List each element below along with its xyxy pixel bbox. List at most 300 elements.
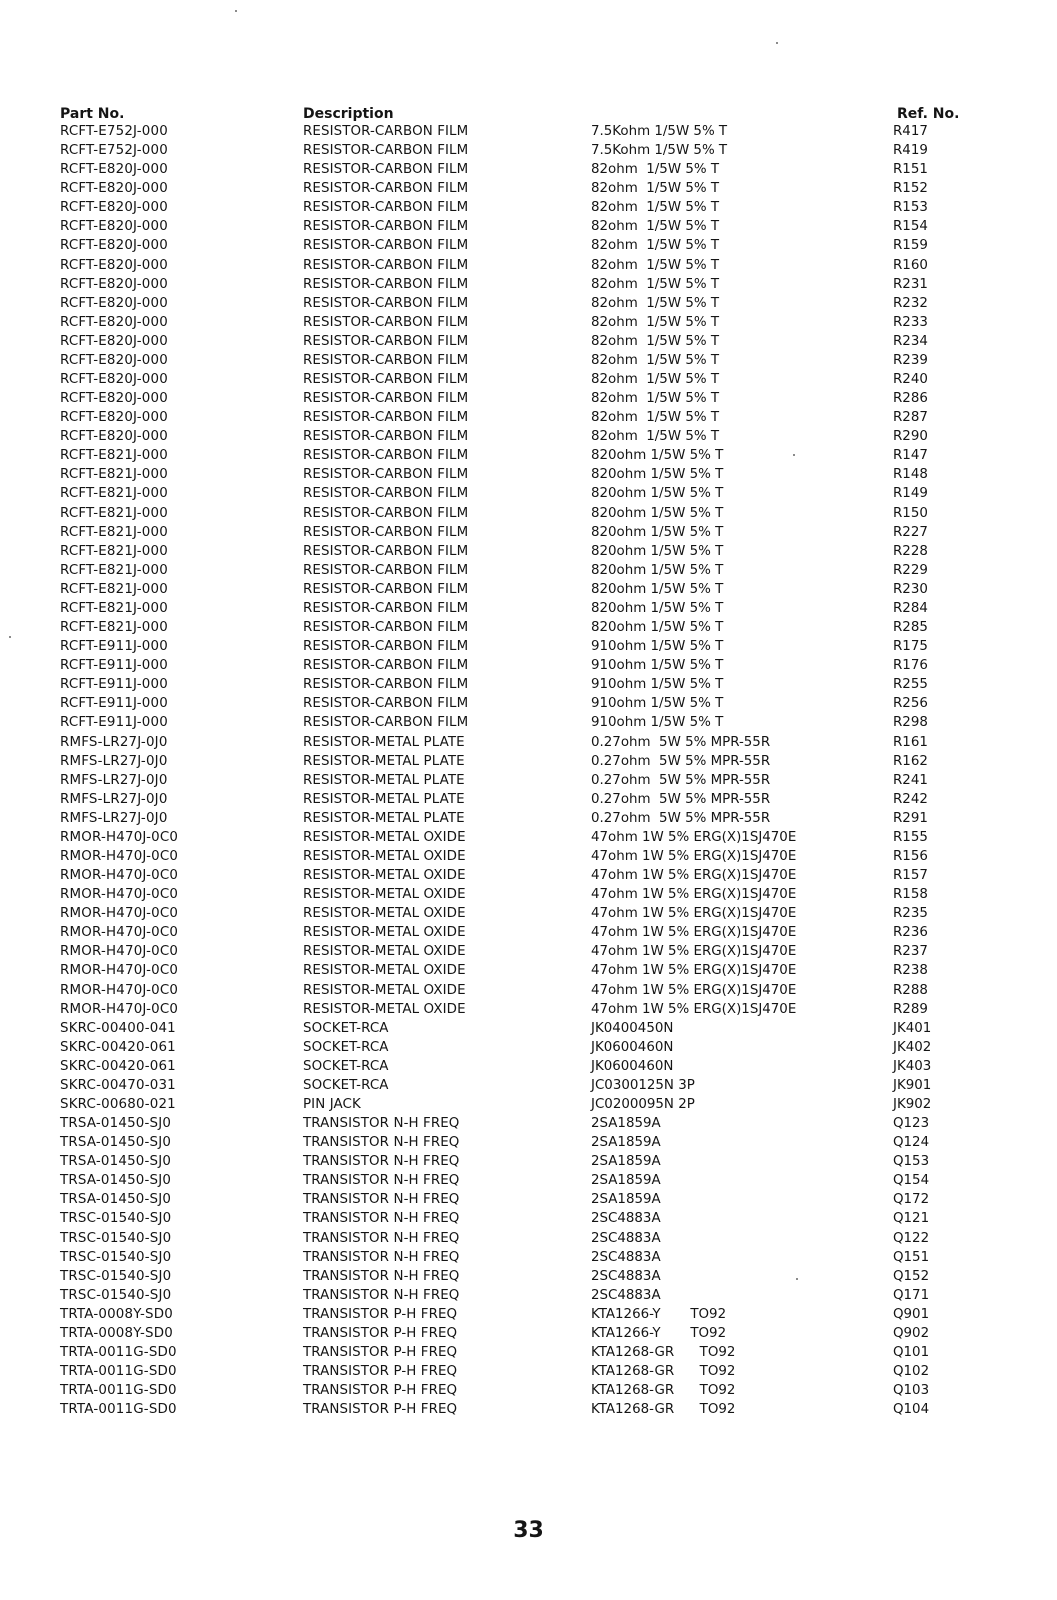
specification-cell: JK0400450N xyxy=(591,1020,674,1036)
specification-cell: 0.27ohm 5W 5% MPR-55R xyxy=(591,753,771,769)
part-number-cell: RMOR-H470J-0C0 xyxy=(60,982,179,998)
specification-cell: 47ohm 1W 5% ERG(X)1SJ470E xyxy=(591,944,797,960)
part-number-cell: RCFT-E820J-000 xyxy=(60,391,168,407)
part-number-cell: TRSC-01540-SJ0 xyxy=(60,1287,172,1303)
table-row xyxy=(0,1190,1057,1209)
specification-cell: 82ohm 1/5W 5% T xyxy=(591,295,720,311)
description-cell: RESISTOR-CARBON FILM xyxy=(303,352,469,368)
specification-cell: 82ohm 1/5W 5% T xyxy=(591,181,720,197)
description-cell: RESISTOR-CARBON FILM xyxy=(303,448,469,464)
description-cell: SOCKET-RCA xyxy=(303,1039,389,1055)
description-cell: RESISTOR-METAL OXIDE xyxy=(303,944,466,960)
ref-number-cell: R238 xyxy=(893,963,928,979)
description-cell: TRANSISTOR P-H FREQ xyxy=(303,1383,458,1399)
specification-cell: 820ohm 1/5W 5% T xyxy=(591,562,724,578)
part-number-cell: RMFS-LR27J-0J0 xyxy=(60,772,168,788)
table-row xyxy=(0,618,1057,637)
specification-cell: 820ohm 1/5W 5% T xyxy=(591,486,724,502)
ref-number-cell: R152 xyxy=(893,181,928,197)
specification-cell: 820ohm 1/5W 5% T xyxy=(591,448,724,464)
table-row xyxy=(0,752,1057,771)
ref-number-cell: R158 xyxy=(893,887,928,903)
description-cell: TRANSISTOR P-H FREQ xyxy=(303,1364,458,1380)
ref-number-cell: R227 xyxy=(893,524,928,540)
description-cell: TRANSISTOR N-H FREQ xyxy=(303,1249,460,1265)
description-cell: RESISTOR-CARBON FILM xyxy=(303,181,469,197)
description-cell: RESISTOR-CARBON FILM xyxy=(303,486,469,502)
ref-number-cell: Q154 xyxy=(893,1173,930,1189)
ref-number-cell: R235 xyxy=(893,906,928,922)
ref-number-cell: R156 xyxy=(893,848,928,864)
part-number-cell: RCFT-E820J-000 xyxy=(60,314,168,330)
ref-number-cell: R157 xyxy=(893,868,928,884)
description-cell: RESISTOR-METAL OXIDE xyxy=(303,906,466,922)
description-cell: RESISTOR-CARBON FILM xyxy=(303,276,469,292)
description-cell: TRANSISTOR N-H FREQ xyxy=(303,1116,460,1132)
table-row xyxy=(0,1209,1057,1228)
table-row xyxy=(0,733,1057,752)
ref-number-cell: JK901 xyxy=(893,1077,932,1093)
part-number-cell: TRSA-01450-SJ0 xyxy=(60,1192,172,1208)
part-number-cell: RCFT-E820J-000 xyxy=(60,200,168,216)
part-number-cell: RCFT-E911J-000 xyxy=(60,639,168,655)
specification-cell: KTA1268-GR TO92 xyxy=(591,1345,736,1360)
description-cell: RESISTOR-CARBON FILM xyxy=(303,200,469,216)
part-number-cell: RCFT-E821J-000 xyxy=(60,562,168,578)
table-row xyxy=(0,942,1057,961)
specification-cell: 910ohm 1/5W 5% T xyxy=(591,658,724,674)
ref-number-cell: R175 xyxy=(893,639,928,655)
scan-speck xyxy=(793,454,795,456)
part-number-cell: TRTA-0011G-SD0 xyxy=(60,1402,177,1418)
table-row xyxy=(0,275,1057,294)
table-row xyxy=(0,847,1057,866)
ref-number-cell: R160 xyxy=(893,257,928,273)
description-cell: RESISTOR-METAL OXIDE xyxy=(303,887,466,903)
part-number-cell: RCFT-E821J-000 xyxy=(60,467,168,483)
specification-cell: 47ohm 1W 5% ERG(X)1SJ470E xyxy=(591,868,797,884)
table-row xyxy=(0,1324,1057,1343)
description-cell: RESISTOR-METAL OXIDE xyxy=(303,848,466,864)
description-cell: TRANSISTOR P-H FREQ xyxy=(303,1306,458,1322)
ref-number-cell: Q902 xyxy=(893,1325,930,1341)
description-cell: TRANSISTOR N-H FREQ xyxy=(303,1211,460,1227)
ref-number-cell: R237 xyxy=(893,944,928,960)
part-number-cell: RCFT-E820J-000 xyxy=(60,181,168,197)
specification-cell: 2SA1859A xyxy=(591,1192,661,1208)
part-number-cell: RCFT-E820J-000 xyxy=(60,257,168,273)
part-number-cell: RCFT-E820J-000 xyxy=(60,410,168,426)
part-number-cell: RCFT-E821J-000 xyxy=(60,505,168,521)
table-row xyxy=(0,141,1057,160)
specification-cell: 910ohm 1/5W 5% T xyxy=(591,696,724,712)
ref-number-cell: R161 xyxy=(893,734,928,750)
part-number-cell: TRTA-0008Y-SD0 xyxy=(60,1325,173,1341)
ref-number-cell: R147 xyxy=(893,448,928,464)
part-number-cell: RCFT-E821J-000 xyxy=(60,581,168,597)
ref-number-cell: R151 xyxy=(893,162,928,178)
ref-number-cell: R229 xyxy=(893,562,928,578)
table-row xyxy=(0,446,1057,465)
description-cell: RESISTOR-CARBON FILM xyxy=(303,677,469,693)
ref-number-cell: R291 xyxy=(893,810,928,826)
table-row xyxy=(0,1229,1057,1248)
ref-number-cell: R231 xyxy=(893,276,928,292)
specification-cell: 82ohm 1/5W 5% T xyxy=(591,276,720,292)
table-row xyxy=(0,809,1057,828)
description-cell: RESISTOR-CARBON FILM xyxy=(303,124,469,139)
specification-cell: 82ohm 1/5W 5% T xyxy=(591,219,720,235)
part-number-cell: SKRC-00420-061 xyxy=(60,1058,176,1074)
specification-cell: 47ohm 1W 5% ERG(X)1SJ470E xyxy=(591,963,797,979)
ref-number-cell: R255 xyxy=(893,677,928,693)
table-row xyxy=(0,1267,1057,1286)
description-cell: RESISTOR-CARBON FILM xyxy=(303,314,469,330)
part-number-cell: RCFT-E821J-000 xyxy=(60,486,168,502)
part-number-cell: RCFT-E820J-000 xyxy=(60,429,168,445)
ref-number-cell: R230 xyxy=(893,581,928,597)
description-cell: RESISTOR-CARBON FILM xyxy=(303,467,469,483)
specification-cell: 910ohm 1/5W 5% T xyxy=(591,715,724,731)
table-row xyxy=(0,1362,1057,1381)
table-row xyxy=(0,465,1057,484)
description-cell: TRANSISTOR N-H FREQ xyxy=(303,1192,460,1208)
specification-cell: 82ohm 1/5W 5% T xyxy=(591,238,720,254)
specification-cell: KTA1266-Y TO92 xyxy=(591,1325,727,1341)
specification-cell: 82ohm 1/5W 5% T xyxy=(591,314,720,330)
table-row xyxy=(0,599,1057,618)
ref-number-cell: R241 xyxy=(893,772,928,788)
specification-cell: 0.27ohm 5W 5% MPR-55R xyxy=(591,791,771,807)
description-cell: RESISTOR-METAL OXIDE xyxy=(303,829,466,845)
specification-cell: JK0600460N xyxy=(591,1039,674,1055)
description-cell: TRANSISTOR P-H FREQ xyxy=(303,1402,458,1418)
part-number-cell: RCFT-E820J-000 xyxy=(60,219,168,235)
table-row xyxy=(0,1381,1057,1400)
description-cell: RESISTOR-CARBON FILM xyxy=(303,295,469,311)
ref-number-cell: JK401 xyxy=(893,1020,932,1036)
table-row xyxy=(0,828,1057,847)
table-row xyxy=(0,675,1057,694)
description-cell: RESISTOR-CARBON FILM xyxy=(303,505,469,521)
specification-cell: 820ohm 1/5W 5% T xyxy=(591,524,724,540)
table-row xyxy=(0,1343,1057,1362)
table-row xyxy=(0,866,1057,885)
specification-cell: 820ohm 1/5W 5% T xyxy=(591,505,724,521)
part-number-cell: TRSC-01540-SJ0 xyxy=(60,1211,172,1227)
ref-number-cell: Q123 xyxy=(893,1116,930,1132)
ref-number-cell: R288 xyxy=(893,982,928,998)
description-cell: RESISTOR-CARBON FILM xyxy=(303,620,469,636)
part-number-cell: RMFS-LR27J-0J0 xyxy=(60,734,168,750)
scan-speck xyxy=(796,1278,798,1280)
description-cell: SOCKET-RCA xyxy=(303,1077,389,1093)
table-row xyxy=(0,713,1057,732)
ref-number-cell: Q171 xyxy=(893,1287,930,1303)
table-row xyxy=(0,236,1057,255)
table-row xyxy=(0,408,1057,427)
description-cell: SOCKET-RCA xyxy=(303,1020,389,1036)
description-cell: RESISTOR-CARBON FILM xyxy=(303,238,469,254)
table-row xyxy=(0,523,1057,542)
table-row xyxy=(0,1248,1057,1267)
description-cell: RESISTOR-CARBON FILM xyxy=(303,429,469,445)
table-row xyxy=(0,484,1057,503)
specification-cell: 0.27ohm 5W 5% MPR-55R xyxy=(591,772,771,788)
part-number-cell: RCFT-E820J-000 xyxy=(60,276,168,292)
table-row xyxy=(0,904,1057,923)
part-number-cell: RCFT-E821J-000 xyxy=(60,543,168,559)
part-number-cell: TRSA-01450-SJ0 xyxy=(60,1173,172,1189)
ref-number-cell: R239 xyxy=(893,352,928,368)
ref-number-cell: R287 xyxy=(893,410,928,426)
specification-cell: JC0300125N 3P xyxy=(591,1077,695,1093)
part-number-cell: RCFT-E820J-000 xyxy=(60,162,168,178)
ref-number-cell: Q151 xyxy=(893,1249,930,1265)
specification-cell: 820ohm 1/5W 5% T xyxy=(591,600,724,616)
specification-cell: KTA1268-GR TO92 xyxy=(591,1402,736,1418)
ref-number-cell: R240 xyxy=(893,372,928,388)
specification-cell: 0.27ohm 5W 5% MPR-55R xyxy=(591,810,771,826)
ref-number-cell: R232 xyxy=(893,295,928,311)
part-number-cell: RMFS-LR27J-0J0 xyxy=(60,810,168,826)
part-number-cell: RCFT-E752J-000 xyxy=(60,124,168,139)
part-number-cell: RMFS-LR27J-0J0 xyxy=(60,791,168,807)
description-cell: RESISTOR-METAL PLATE xyxy=(303,772,465,788)
ref-number-cell: R176 xyxy=(893,658,928,674)
specification-cell: 2SA1859A xyxy=(591,1135,661,1151)
part-number-cell: TRSA-01450-SJ0 xyxy=(60,1135,172,1151)
parts-table xyxy=(0,122,1057,1419)
ref-number-cell: R285 xyxy=(893,620,928,636)
ref-number-cell: R233 xyxy=(893,314,928,330)
description-cell: RESISTOR-CARBON FILM xyxy=(303,257,469,273)
part-number-cell: RMOR-H470J-0C0 xyxy=(60,887,179,903)
table-row xyxy=(0,694,1057,713)
table-row xyxy=(0,351,1057,370)
part-number-cell: RCFT-E820J-000 xyxy=(60,295,168,311)
part-number-cell: RCFT-E911J-000 xyxy=(60,715,168,731)
table-row xyxy=(0,313,1057,332)
part-number-cell: RCFT-E820J-000 xyxy=(60,238,168,254)
specification-cell: 2SA1859A xyxy=(591,1154,661,1170)
table-row xyxy=(0,370,1057,389)
specification-cell: 910ohm 1/5W 5% T xyxy=(591,677,724,693)
description-cell: RESISTOR-METAL OXIDE xyxy=(303,963,466,979)
part-number-cell: RMOR-H470J-0C0 xyxy=(60,848,179,864)
table-row xyxy=(0,1305,1057,1324)
description-cell: RESISTOR-CARBON FILM xyxy=(303,410,469,426)
description-cell: RESISTOR-METAL OXIDE xyxy=(303,925,466,941)
part-number-cell: TRSC-01540-SJ0 xyxy=(60,1249,172,1265)
part-number-cell: SKRC-00400-041 xyxy=(60,1020,176,1036)
part-number-cell: RCFT-E911J-000 xyxy=(60,677,168,693)
table-row xyxy=(0,542,1057,561)
part-number-cell: SKRC-00420-061 xyxy=(60,1039,176,1055)
ref-number-cell: Q104 xyxy=(893,1402,930,1418)
specification-cell: 7.5Kohm 1/5W 5% T xyxy=(591,124,728,139)
table-row xyxy=(0,885,1057,904)
description-cell: TRANSISTOR N-H FREQ xyxy=(303,1268,460,1284)
specification-cell: 82ohm 1/5W 5% T xyxy=(591,257,720,273)
specification-cell: 820ohm 1/5W 5% T xyxy=(591,620,724,636)
description-cell: RESISTOR-CARBON FILM xyxy=(303,715,469,731)
description-cell: RESISTOR-CARBON FILM xyxy=(303,658,469,674)
table-row xyxy=(0,504,1057,523)
description-cell: TRANSISTOR N-H FREQ xyxy=(303,1230,460,1246)
description-cell: SOCKET-RCA xyxy=(303,1058,389,1074)
description-cell: RESISTOR-CARBON FILM xyxy=(303,562,469,578)
table-row xyxy=(0,1076,1057,1095)
ref-number-cell: Q101 xyxy=(893,1345,930,1360)
part-number-cell: TRTA-0011G-SD0 xyxy=(60,1364,177,1380)
part-number-cell: RCFT-E821J-000 xyxy=(60,448,168,464)
ref-number-cell: Q103 xyxy=(893,1383,930,1399)
ref-number-cell: Q121 xyxy=(893,1211,930,1227)
description-cell: RESISTOR-CARBON FILM xyxy=(303,333,469,349)
description-cell: TRANSISTOR N-H FREQ xyxy=(303,1287,460,1303)
ref-number-cell: R419 xyxy=(893,143,928,159)
table-row xyxy=(0,389,1057,408)
part-number-cell: RMOR-H470J-0C0 xyxy=(60,868,179,884)
part-number-cell: TRSC-01540-SJ0 xyxy=(60,1230,172,1246)
table-row xyxy=(0,217,1057,236)
ref-number-cell: R162 xyxy=(893,753,928,769)
specification-cell: 82ohm 1/5W 5% T xyxy=(591,162,720,178)
ref-number-cell: R154 xyxy=(893,219,928,235)
table-row xyxy=(0,790,1057,809)
ref-number-cell: R242 xyxy=(893,791,928,807)
description-cell: RESISTOR-CARBON FILM xyxy=(303,639,469,655)
table-row xyxy=(0,1038,1057,1057)
specification-cell: 2SC4883A xyxy=(591,1287,661,1303)
ref-number-cell: R298 xyxy=(893,715,928,731)
description-cell: RESISTOR-CARBON FILM xyxy=(303,219,469,235)
table-row xyxy=(0,332,1057,351)
specification-cell: 820ohm 1/5W 5% T xyxy=(591,467,724,483)
specification-cell: 2SC4883A xyxy=(591,1230,661,1246)
specification-cell: 910ohm 1/5W 5% T xyxy=(591,639,724,655)
table-row xyxy=(0,923,1057,942)
table-row xyxy=(0,294,1057,313)
part-number-cell: RMOR-H470J-0C0 xyxy=(60,906,179,922)
part-number-cell: RCFT-E820J-000 xyxy=(60,333,168,349)
ref-number-cell: Q122 xyxy=(893,1230,930,1246)
table-row xyxy=(0,1114,1057,1133)
description-cell: RESISTOR-METAL OXIDE xyxy=(303,982,466,998)
description-cell: RESISTOR-METAL PLATE xyxy=(303,810,465,826)
part-number-cell: TRSA-01450-SJ0 xyxy=(60,1116,172,1132)
table-row xyxy=(0,561,1057,580)
ref-number-cell: R290 xyxy=(893,429,928,445)
specification-cell: 820ohm 1/5W 5% T xyxy=(591,543,724,559)
description-cell: RESISTOR-CARBON FILM xyxy=(303,543,469,559)
scan-speck xyxy=(9,636,11,638)
description-cell: RESISTOR-CARBON FILM xyxy=(303,143,469,159)
specification-cell: 2SC4883A xyxy=(591,1268,661,1284)
part-number-cell: RCFT-E911J-000 xyxy=(60,658,168,674)
table-row xyxy=(0,1000,1057,1019)
description-cell: TRANSISTOR N-H FREQ xyxy=(303,1154,460,1170)
part-number-cell: RMOR-H470J-0C0 xyxy=(60,925,179,941)
specification-cell: 2SA1859A xyxy=(591,1173,661,1189)
part-number-cell: RCFT-E820J-000 xyxy=(60,372,168,388)
table-row xyxy=(0,1171,1057,1190)
page-number: 33 xyxy=(513,1518,544,1543)
part-number-cell: TRTA-0011G-SD0 xyxy=(60,1345,177,1360)
specification-cell: KTA1266-Y TO92 xyxy=(591,1306,727,1322)
part-number-cell: RMOR-H470J-0C0 xyxy=(60,829,179,845)
table-row xyxy=(0,179,1057,198)
ref-number-cell: Q124 xyxy=(893,1135,930,1151)
part-number-cell: RCFT-E911J-000 xyxy=(60,696,168,712)
specification-cell: JK0600460N xyxy=(591,1058,674,1074)
table-row xyxy=(0,771,1057,790)
part-number-cell: SKRC-00470-031 xyxy=(60,1077,176,1093)
ref-number-cell: Q153 xyxy=(893,1154,930,1170)
specification-cell: 82ohm 1/5W 5% T xyxy=(591,372,720,388)
description-cell: RESISTOR-CARBON FILM xyxy=(303,600,469,616)
part-number-cell: TRTA-0011G-SD0 xyxy=(60,1383,177,1399)
description-cell: RESISTOR-CARBON FILM xyxy=(303,524,469,540)
part-number-cell: RMOR-H470J-0C0 xyxy=(60,944,179,960)
ref-number-cell: R149 xyxy=(893,486,928,502)
ref-number-cell: JK402 xyxy=(893,1039,932,1055)
specification-cell: 47ohm 1W 5% ERG(X)1SJ470E xyxy=(591,925,797,941)
specification-cell: 2SA1859A xyxy=(591,1116,661,1132)
specification-cell: 47ohm 1W 5% ERG(X)1SJ470E xyxy=(591,906,797,922)
specification-cell: 82ohm 1/5W 5% T xyxy=(591,429,720,445)
ref-number-cell: Q901 xyxy=(893,1306,930,1322)
part-number-cell: RCFT-E821J-000 xyxy=(60,620,168,636)
description-cell: RESISTOR-METAL PLATE xyxy=(303,753,465,769)
ref-number-cell: R289 xyxy=(893,1001,928,1017)
table-row xyxy=(0,256,1057,275)
specification-cell: 2SC4883A xyxy=(591,1211,661,1227)
part-number-cell: SKRC-00680-021 xyxy=(60,1096,176,1112)
description-cell: RESISTOR-METAL PLATE xyxy=(303,791,465,807)
table-row xyxy=(0,656,1057,675)
table-row xyxy=(0,1152,1057,1171)
description-cell: RESISTOR-CARBON FILM xyxy=(303,162,469,178)
specification-cell: KTA1268-GR TO92 xyxy=(591,1364,736,1380)
table-row xyxy=(0,961,1057,980)
table-row xyxy=(0,981,1057,1000)
ref-number-cell: R228 xyxy=(893,543,928,559)
part-number-cell: RCFT-E820J-000 xyxy=(60,352,168,368)
ref-number-cell: R256 xyxy=(893,696,928,712)
part-number-cell: RCFT-E752J-000 xyxy=(60,143,168,159)
description-cell: TRANSISTOR N-H FREQ xyxy=(303,1135,460,1151)
ref-number-cell: R153 xyxy=(893,200,928,216)
ref-number-cell: R159 xyxy=(893,238,928,254)
part-number-cell: TRTA-0008Y-SD0 xyxy=(60,1306,173,1322)
ref-number-cell: Q152 xyxy=(893,1268,930,1284)
table-row xyxy=(0,1133,1057,1152)
table-row xyxy=(0,1400,1057,1419)
header-description: Description xyxy=(303,106,394,122)
specification-cell: 47ohm 1W 5% ERG(X)1SJ470E xyxy=(591,1001,797,1017)
description-cell: TRANSISTOR P-H FREQ xyxy=(303,1325,458,1341)
part-number-cell: TRSC-01540-SJ0 xyxy=(60,1268,172,1284)
description-cell: RESISTOR-CARBON FILM xyxy=(303,372,469,388)
specification-cell: 0.27ohm 5W 5% MPR-55R xyxy=(591,734,771,750)
description-cell: RESISTOR-METAL OXIDE xyxy=(303,868,466,884)
specification-cell: 820ohm 1/5W 5% T xyxy=(591,581,724,597)
ref-number-cell: R150 xyxy=(893,505,928,521)
specification-cell: 47ohm 1W 5% ERG(X)1SJ470E xyxy=(591,982,797,998)
specification-cell: 82ohm 1/5W 5% T xyxy=(591,200,720,216)
